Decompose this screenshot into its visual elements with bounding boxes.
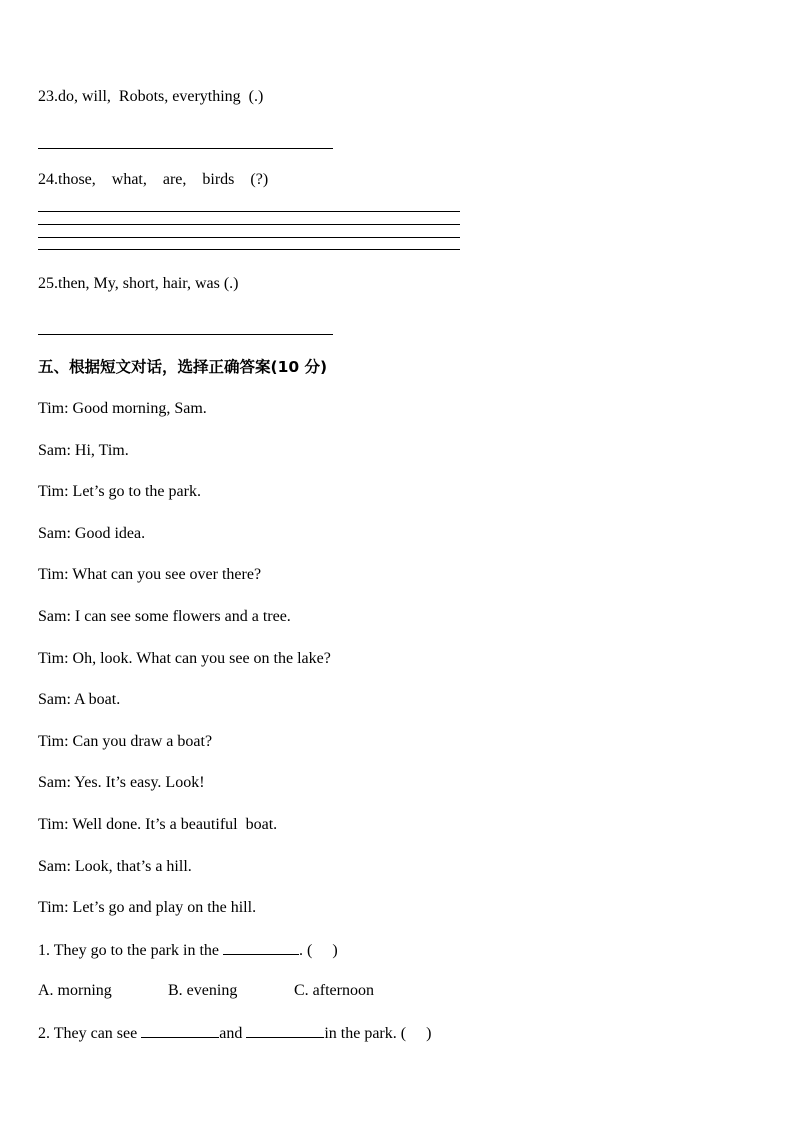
dialogue-line: Sam: Yes. It’s easy. Look! (38, 774, 205, 791)
option-c[interactable]: C. afternoon (294, 982, 374, 999)
option-b[interactable]: B. evening (168, 982, 238, 999)
answer-line-24-c[interactable] (38, 237, 460, 238)
mcq-2-blank-1[interactable] (141, 1023, 219, 1038)
dialogue-line: Tim: Good morning, Sam. (38, 400, 207, 417)
answer-line-24-b[interactable] (38, 224, 460, 225)
question-25: 25.then, My, short, hair, was (.) (38, 275, 239, 292)
dialogue-line: Tim: Let’s go to the park. (38, 483, 201, 500)
mcq-2-prefix: 2. They can see (38, 1025, 142, 1042)
mcq-question-2 (38, 1023, 431, 1044)
mcq-1-suffix: . ( ) (299, 942, 338, 959)
dialogue-line: Sam: I can see some flowers and a tree. (38, 608, 291, 625)
option-a[interactable]: A. morning (38, 982, 112, 999)
dialogue-line: Tim: What can you see over there? (38, 566, 262, 583)
dialogue-line: Tim: Oh, look. What can you see on the lake? (38, 650, 331, 667)
answer-line-23[interactable] (38, 148, 333, 149)
mcq-1-prefix: 1. They go to the park in the (38, 942, 223, 959)
question-23: 23.do, will, Robots, everything (.) (38, 88, 264, 105)
mcq-1-blank[interactable] (223, 940, 299, 955)
dialogue-line: Sam: Good idea. (38, 525, 146, 542)
dialogue-line: Sam: Hi, Tim. (38, 442, 129, 459)
question-24: 24.those, what, are, birds (?) (38, 171, 269, 188)
dialogue-line: Tim: Let’s go and play on the hill. (38, 899, 257, 916)
answer-line-24-a[interactable] (38, 211, 460, 212)
mcq-question-1 (38, 940, 338, 961)
mcq-2-middle: and (219, 1025, 247, 1042)
mcq-1-options (38, 981, 374, 1001)
mcq-2-blank-2[interactable] (246, 1023, 324, 1038)
dialogue-line: Sam: Look, that’s a hill. (38, 858, 192, 875)
dialogue-line: Sam: A boat. (38, 691, 121, 708)
answer-line-25[interactable] (38, 334, 333, 335)
dialogue-line: Tim: Well done. It’s a beautiful boat. (38, 816, 278, 833)
dialogue-line: Tim: Can you draw a boat? (38, 733, 213, 750)
section-heading: 五、根据短文对话，选择正确答案(10 分) (38, 358, 328, 376)
answer-line-24-d[interactable] (38, 249, 460, 250)
mcq-2-suffix: in the park. ( ) (324, 1025, 432, 1042)
